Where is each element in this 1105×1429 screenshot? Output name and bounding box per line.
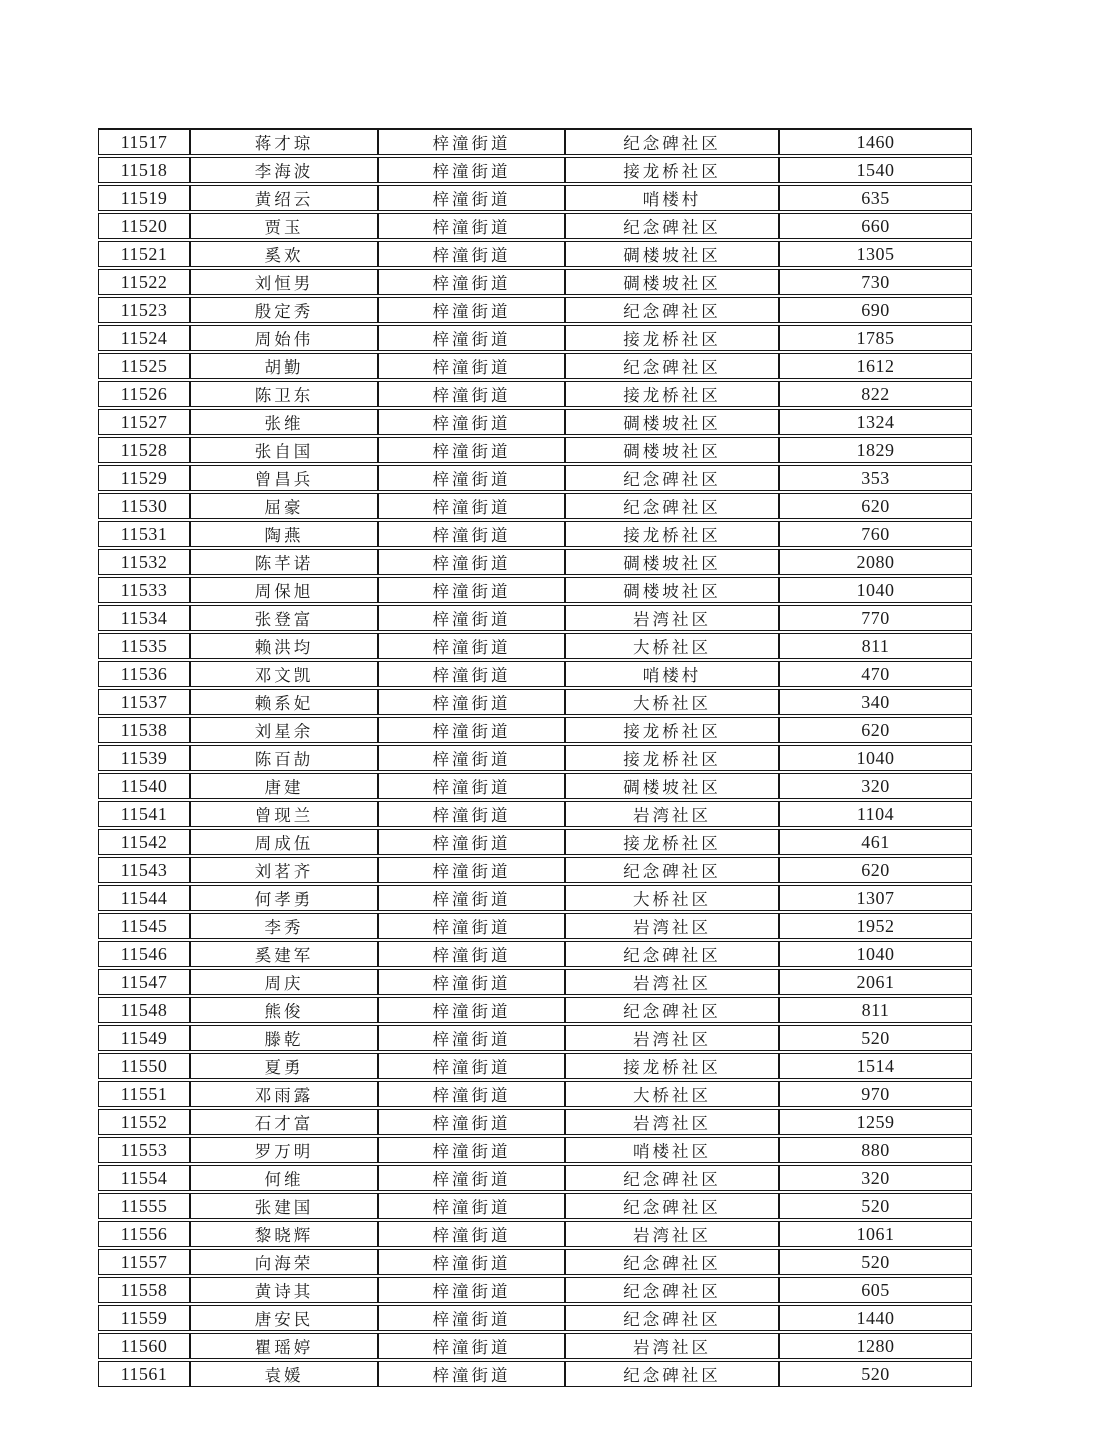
- cell-name: 张建国: [190, 1193, 378, 1219]
- table-row: [98, 1165, 972, 1191]
- table-row: [98, 381, 972, 407]
- cell-community: 接龙桥社区: [565, 325, 779, 351]
- cell-id: 11531: [98, 521, 190, 547]
- cell-name: 石才富: [190, 1109, 378, 1135]
- cell-name: 罗万明: [190, 1137, 378, 1163]
- cell-street: 梓潼街道: [378, 633, 565, 659]
- cell-name: 刘恒男: [190, 269, 378, 295]
- cell-name: 陶燕: [190, 521, 378, 547]
- cell-community: 岩湾社区: [565, 1109, 779, 1135]
- cell-amount: 660: [779, 213, 972, 239]
- cell-amount: 1952: [779, 913, 972, 939]
- cell-amount: 520: [779, 1361, 972, 1387]
- cell-name: 周保旭: [190, 577, 378, 603]
- cell-community: 接龙桥社区: [565, 1053, 779, 1079]
- cell-street: 梓潼街道: [378, 801, 565, 827]
- table-row: [98, 521, 972, 547]
- cell-id: 11538: [98, 717, 190, 743]
- cell-community: 岩湾社区: [565, 1333, 779, 1359]
- cell-community: 大桥社区: [565, 1081, 779, 1107]
- cell-community: 碉楼坡社区: [565, 241, 779, 267]
- cell-id: 11540: [98, 773, 190, 799]
- cell-amount: 1514: [779, 1053, 972, 1079]
- table-row: [98, 185, 972, 211]
- cell-name: 赖洪均: [190, 633, 378, 659]
- cell-street: 梓潼街道: [378, 1081, 565, 1107]
- cell-id: 11535: [98, 633, 190, 659]
- table-row: [98, 1249, 972, 1275]
- table-row: [98, 549, 972, 575]
- cell-amount: 340: [779, 689, 972, 715]
- cell-community: 岩湾社区: [565, 969, 779, 995]
- cell-community: 纪念碑社区: [565, 1277, 779, 1303]
- cell-name: 刘星余: [190, 717, 378, 743]
- cell-community: 接龙桥社区: [565, 157, 779, 183]
- cell-community: 接龙桥社区: [565, 717, 779, 743]
- cell-street: 梓潼街道: [378, 1333, 565, 1359]
- table-row: [98, 1109, 972, 1135]
- cell-street: 梓潼街道: [378, 185, 565, 211]
- cell-name: 屈豪: [190, 493, 378, 519]
- table-row: [98, 269, 972, 295]
- cell-id: 11532: [98, 549, 190, 575]
- cell-amount: 1259: [779, 1109, 972, 1135]
- cell-community: 接龙桥社区: [565, 521, 779, 547]
- cell-amount: 635: [779, 185, 972, 211]
- cell-id: 11554: [98, 1165, 190, 1191]
- table-row: [98, 745, 972, 771]
- cell-name: 张登富: [190, 605, 378, 631]
- cell-community: 接龙桥社区: [565, 381, 779, 407]
- cell-name: 夏勇: [190, 1053, 378, 1079]
- cell-id: 11544: [98, 885, 190, 911]
- cell-street: 梓潼街道: [378, 1137, 565, 1163]
- cell-street: 梓潼街道: [378, 1109, 565, 1135]
- cell-id: 11526: [98, 381, 190, 407]
- cell-amount: 1305: [779, 241, 972, 267]
- cell-community: 大桥社区: [565, 885, 779, 911]
- cell-street: 梓潼街道: [378, 1249, 565, 1275]
- cell-community: 接龙桥社区: [565, 829, 779, 855]
- cell-name: 胡勤: [190, 353, 378, 379]
- cell-name: 李秀: [190, 913, 378, 939]
- cell-street: 梓潼街道: [378, 1305, 565, 1331]
- cell-name: 邓雨露: [190, 1081, 378, 1107]
- cell-id: 11553: [98, 1137, 190, 1163]
- cell-id: 11543: [98, 857, 190, 883]
- table-row: [98, 913, 972, 939]
- cell-amount: 1307: [779, 885, 972, 911]
- table-row: [98, 409, 972, 435]
- cell-amount: 770: [779, 605, 972, 631]
- cell-id: 11517: [98, 128, 190, 155]
- cell-id: 11534: [98, 605, 190, 631]
- cell-id: 11529: [98, 465, 190, 491]
- cell-name: 唐建: [190, 773, 378, 799]
- cell-id: 11519: [98, 185, 190, 211]
- cell-street: 梓潼街道: [378, 1193, 565, 1219]
- table-row: [98, 241, 972, 267]
- cell-name: 殷定秀: [190, 297, 378, 323]
- cell-street: 梓潼街道: [378, 1221, 565, 1247]
- cell-community: 接龙桥社区: [565, 745, 779, 771]
- cell-name: 向海荣: [190, 1249, 378, 1275]
- cell-amount: 353: [779, 465, 972, 491]
- table-row: [98, 605, 972, 631]
- cell-amount: 1280: [779, 1333, 972, 1359]
- cell-amount: 880: [779, 1137, 972, 1163]
- cell-community: 纪念碑社区: [565, 1249, 779, 1275]
- cell-community: 纪念碑社区: [565, 1193, 779, 1219]
- table-row: [98, 885, 972, 911]
- cell-street: 梓潼街道: [378, 941, 565, 967]
- cell-amount: 1540: [779, 157, 972, 183]
- cell-community: 大桥社区: [565, 689, 779, 715]
- cell-name: 黄绍云: [190, 185, 378, 211]
- cell-community: 纪念碑社区: [565, 128, 779, 155]
- cell-amount: 1040: [779, 577, 972, 603]
- table-row: [98, 1025, 972, 1051]
- cell-id: 11558: [98, 1277, 190, 1303]
- cell-amount: 811: [779, 633, 972, 659]
- cell-name: 刘茗齐: [190, 857, 378, 883]
- cell-community: 纪念碑社区: [565, 941, 779, 967]
- table-row: [98, 1193, 972, 1219]
- cell-street: 梓潼街道: [378, 549, 565, 575]
- cell-community: 岩湾社区: [565, 913, 779, 939]
- cell-name: 贾玉: [190, 213, 378, 239]
- cell-street: 梓潼街道: [378, 269, 565, 295]
- cell-street: 梓潼街道: [378, 997, 565, 1023]
- cell-community: 哨楼村: [565, 185, 779, 211]
- cell-community: 岩湾社区: [565, 605, 779, 631]
- cell-amount: 520: [779, 1025, 972, 1051]
- cell-street: 梓潼街道: [378, 1277, 565, 1303]
- cell-id: 11518: [98, 157, 190, 183]
- cell-amount: 1104: [779, 801, 972, 827]
- cell-amount: 1440: [779, 1305, 972, 1331]
- cell-name: 陈卫东: [190, 381, 378, 407]
- cell-amount: 520: [779, 1249, 972, 1275]
- cell-amount: 822: [779, 381, 972, 407]
- table-row: [98, 829, 972, 855]
- cell-amount: 1612: [779, 353, 972, 379]
- cell-community: 碉楼坡社区: [565, 269, 779, 295]
- cell-community: 岩湾社区: [565, 801, 779, 827]
- cell-street: 梓潼街道: [378, 717, 565, 743]
- cell-name: 奚欢: [190, 241, 378, 267]
- table-row: [98, 661, 972, 687]
- table-row: [98, 717, 972, 743]
- cell-community: 岩湾社区: [565, 1025, 779, 1051]
- cell-amount: 1324: [779, 409, 972, 435]
- cell-community: 纪念碑社区: [565, 353, 779, 379]
- cell-community: 大桥社区: [565, 633, 779, 659]
- cell-street: 梓潼街道: [378, 885, 565, 911]
- cell-id: 11524: [98, 325, 190, 351]
- cell-amount: 2080: [779, 549, 972, 575]
- cell-name: 黄诗其: [190, 1277, 378, 1303]
- cell-amount: 730: [779, 269, 972, 295]
- cell-amount: 320: [779, 773, 972, 799]
- cell-street: 梓潼街道: [378, 493, 565, 519]
- cell-street: 梓潼街道: [378, 241, 565, 267]
- cell-id: 11520: [98, 213, 190, 239]
- cell-id: 11530: [98, 493, 190, 519]
- cell-id: 11548: [98, 997, 190, 1023]
- cell-name: 陈芊诺: [190, 549, 378, 575]
- cell-id: 11525: [98, 353, 190, 379]
- cell-street: 梓潼街道: [378, 128, 565, 155]
- table-row: [98, 1221, 972, 1247]
- table-row: [98, 577, 972, 603]
- table-row: [98, 213, 972, 239]
- cell-street: 梓潼街道: [378, 857, 565, 883]
- cell-id: 11559: [98, 1305, 190, 1331]
- cell-street: 梓潼街道: [378, 913, 565, 939]
- cell-name: 唐安民: [190, 1305, 378, 1331]
- cell-street: 梓潼街道: [378, 1165, 565, 1191]
- table-row: [98, 997, 972, 1023]
- table-row: [98, 325, 972, 351]
- cell-amount: 320: [779, 1165, 972, 1191]
- cell-name: 周庆: [190, 969, 378, 995]
- cell-community: 纪念碑社区: [565, 857, 779, 883]
- cell-street: 梓潼街道: [378, 297, 565, 323]
- cell-amount: 760: [779, 521, 972, 547]
- table-row: [98, 969, 972, 995]
- cell-community: 碉楼坡社区: [565, 773, 779, 799]
- cell-amount: 1829: [779, 437, 972, 463]
- cell-community: 岩湾社区: [565, 1221, 779, 1247]
- cell-id: 11550: [98, 1053, 190, 1079]
- cell-name: 熊俊: [190, 997, 378, 1023]
- cell-street: 梓潼街道: [378, 213, 565, 239]
- table-row: [98, 353, 972, 379]
- cell-street: 梓潼街道: [378, 661, 565, 687]
- table-row: [98, 493, 972, 519]
- cell-street: 梓潼街道: [378, 353, 565, 379]
- cell-street: 梓潼街道: [378, 157, 565, 183]
- cell-street: 梓潼街道: [378, 437, 565, 463]
- table-row: [98, 465, 972, 491]
- cell-amount: 1785: [779, 325, 972, 351]
- cell-community: 纪念碑社区: [565, 465, 779, 491]
- cell-community: 碉楼坡社区: [565, 437, 779, 463]
- cell-street: 梓潼街道: [378, 381, 565, 407]
- cell-amount: 811: [779, 997, 972, 1023]
- cell-id: 11545: [98, 913, 190, 939]
- table-row: [98, 801, 972, 827]
- cell-id: 11546: [98, 941, 190, 967]
- cell-street: 梓潼街道: [378, 1053, 565, 1079]
- cell-street: 梓潼街道: [378, 1361, 565, 1387]
- cell-amount: 620: [779, 717, 972, 743]
- table-row: [98, 1333, 972, 1359]
- cell-id: 11549: [98, 1025, 190, 1051]
- cell-name: 李海波: [190, 157, 378, 183]
- cell-id: 11541: [98, 801, 190, 827]
- cell-id: 11539: [98, 745, 190, 771]
- cell-amount: 605: [779, 1277, 972, 1303]
- cell-street: 梓潼街道: [378, 745, 565, 771]
- cell-street: 梓潼街道: [378, 969, 565, 995]
- cell-community: 哨楼社区: [565, 1137, 779, 1163]
- cell-id: 11523: [98, 297, 190, 323]
- cell-street: 梓潼街道: [378, 465, 565, 491]
- cell-id: 11537: [98, 689, 190, 715]
- cell-id: 11551: [98, 1081, 190, 1107]
- cell-name: 赖系妃: [190, 689, 378, 715]
- cell-community: 纪念碑社区: [565, 213, 779, 239]
- cell-amount: 620: [779, 493, 972, 519]
- table-row: [98, 1277, 972, 1303]
- cell-amount: 970: [779, 1081, 972, 1107]
- table-row: [98, 857, 972, 883]
- cell-name: 曾昌兵: [190, 465, 378, 491]
- cell-community: 纪念碑社区: [565, 297, 779, 323]
- cell-id: 11560: [98, 1333, 190, 1359]
- table-row: [98, 1081, 972, 1107]
- cell-community: 纪念碑社区: [565, 1165, 779, 1191]
- cell-street: 梓潼街道: [378, 605, 565, 631]
- cell-id: 11528: [98, 437, 190, 463]
- cell-name: 何孝勇: [190, 885, 378, 911]
- cell-community: 碉楼坡社区: [565, 549, 779, 575]
- cell-amount: 1061: [779, 1221, 972, 1247]
- cell-community: 纪念碑社区: [565, 1361, 779, 1387]
- cell-community: 碉楼坡社区: [565, 577, 779, 603]
- cell-amount: 1460: [779, 128, 972, 155]
- cell-id: 11552: [98, 1109, 190, 1135]
- table-row: [98, 941, 972, 967]
- cell-id: 11522: [98, 269, 190, 295]
- roster-body: [98, 128, 972, 1387]
- table-row: [98, 689, 972, 715]
- cell-id: 11555: [98, 1193, 190, 1219]
- table-row: [98, 1361, 972, 1387]
- cell-amount: 2061: [779, 969, 972, 995]
- cell-community: 碉楼坡社区: [565, 409, 779, 435]
- cell-amount: 470: [779, 661, 972, 687]
- cell-name: 张维: [190, 409, 378, 435]
- table-row: [98, 1305, 972, 1331]
- table-row: [98, 1053, 972, 1079]
- cell-name: 瞿瑶婷: [190, 1333, 378, 1359]
- cell-amount: 1040: [779, 941, 972, 967]
- cell-amount: 520: [779, 1193, 972, 1219]
- cell-id: 11542: [98, 829, 190, 855]
- cell-name: 曾现兰: [190, 801, 378, 827]
- cell-amount: 461: [779, 829, 972, 855]
- cell-street: 梓潼街道: [378, 829, 565, 855]
- table-row: [98, 297, 972, 323]
- table-row: [98, 157, 972, 183]
- table-row: [98, 437, 972, 463]
- cell-name: 周成伍: [190, 829, 378, 855]
- cell-id: 11547: [98, 969, 190, 995]
- table-row: [98, 633, 972, 659]
- cell-id: 11556: [98, 1221, 190, 1247]
- cell-name: 邓文凯: [190, 661, 378, 687]
- cell-id: 11521: [98, 241, 190, 267]
- cell-id: 11561: [98, 1361, 190, 1387]
- cell-street: 梓潼街道: [378, 577, 565, 603]
- cell-community: 哨楼村: [565, 661, 779, 687]
- cell-name: 滕乾: [190, 1025, 378, 1051]
- roster-table: [98, 126, 972, 1389]
- cell-street: 梓潼街道: [378, 1025, 565, 1051]
- cell-street: 梓潼街道: [378, 521, 565, 547]
- cell-amount: 690: [779, 297, 972, 323]
- cell-name: 袁媛: [190, 1361, 378, 1387]
- cell-amount: 620: [779, 857, 972, 883]
- cell-amount: 1040: [779, 745, 972, 771]
- cell-name: 蒋才琼: [190, 128, 378, 155]
- cell-name: 张自国: [190, 437, 378, 463]
- cell-community: 纪念碑社区: [565, 493, 779, 519]
- table-row: [98, 773, 972, 799]
- cell-id: 11536: [98, 661, 190, 687]
- cell-street: 梓潼街道: [378, 409, 565, 435]
- cell-name: 奚建军: [190, 941, 378, 967]
- cell-community: 纪念碑社区: [565, 1305, 779, 1331]
- cell-street: 梓潼街道: [378, 689, 565, 715]
- cell-street: 梓潼街道: [378, 325, 565, 351]
- cell-name: 何维: [190, 1165, 378, 1191]
- cell-id: 11533: [98, 577, 190, 603]
- cell-name: 陈百劼: [190, 745, 378, 771]
- cell-name: 黎晓辉: [190, 1221, 378, 1247]
- table-row: [98, 128, 972, 155]
- cell-id: 11557: [98, 1249, 190, 1275]
- cell-community: 纪念碑社区: [565, 997, 779, 1023]
- cell-id: 11527: [98, 409, 190, 435]
- table-row: [98, 1137, 972, 1163]
- cell-street: 梓潼街道: [378, 773, 565, 799]
- cell-name: 周始伟: [190, 325, 378, 351]
